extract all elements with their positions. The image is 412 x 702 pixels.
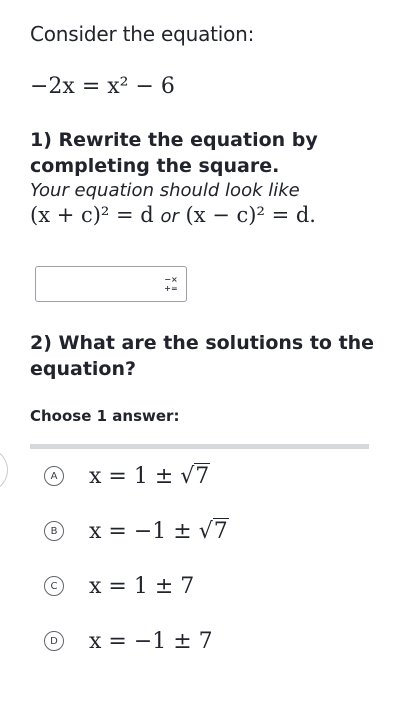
choice-d[interactable] <box>30 619 370 663</box>
answer-field[interactable] <box>35 266 187 302</box>
question-1-form <box>30 203 316 227</box>
form-or: or <box>160 206 179 227</box>
keypad-icon-bottom: += <box>164 284 178 293</box>
choice-d-math: x = −1 ± 7 <box>89 628 213 654</box>
keypad-icon-top: −× <box>164 275 178 284</box>
choice-a-lhs: x = 1 ± <box>89 463 181 489</box>
form-plus: (x + c)² = d <box>30 203 154 227</box>
question-2-title: 2) What are the solutions to the equation? <box>30 332 375 380</box>
choice-letter-b: B <box>44 521 64 541</box>
choices-divider <box>30 444 369 449</box>
choice-a-math <box>89 464 210 489</box>
edge-arc <box>0 447 8 493</box>
choice-b[interactable] <box>30 509 370 553</box>
math-keypad-icon[interactable] <box>162 275 180 295</box>
choice-letter-d: D <box>44 631 64 651</box>
choose-prompt: Choose 1 answer: <box>30 407 180 425</box>
sqrt-sign: √7 <box>198 518 228 544</box>
choice-letter-a: A <box>44 466 64 486</box>
answer-input[interactable] <box>40 271 156 299</box>
intro-text: Consider the equation: <box>30 22 255 46</box>
radicand: 7 <box>195 463 210 489</box>
radicand: 7 <box>213 518 228 544</box>
sqrt-sign: √7 <box>180 463 210 489</box>
form-minus: (x − c)² = d. <box>185 203 316 227</box>
choice-a[interactable] <box>30 454 370 498</box>
given-equation: −2x = x² − 6 <box>30 74 175 99</box>
question-1-title: 1) Rewrite the equation by completing the square. <box>30 129 318 177</box>
choice-c[interactable] <box>30 564 370 608</box>
choice-c-math: x = 1 ± 7 <box>89 573 195 599</box>
choice-b-lhs: x = −1 ± <box>89 518 199 544</box>
choice-letter-c: C <box>44 576 64 596</box>
choice-b-math <box>89 519 229 544</box>
question-1-hint: Your equation should look like <box>30 180 300 201</box>
